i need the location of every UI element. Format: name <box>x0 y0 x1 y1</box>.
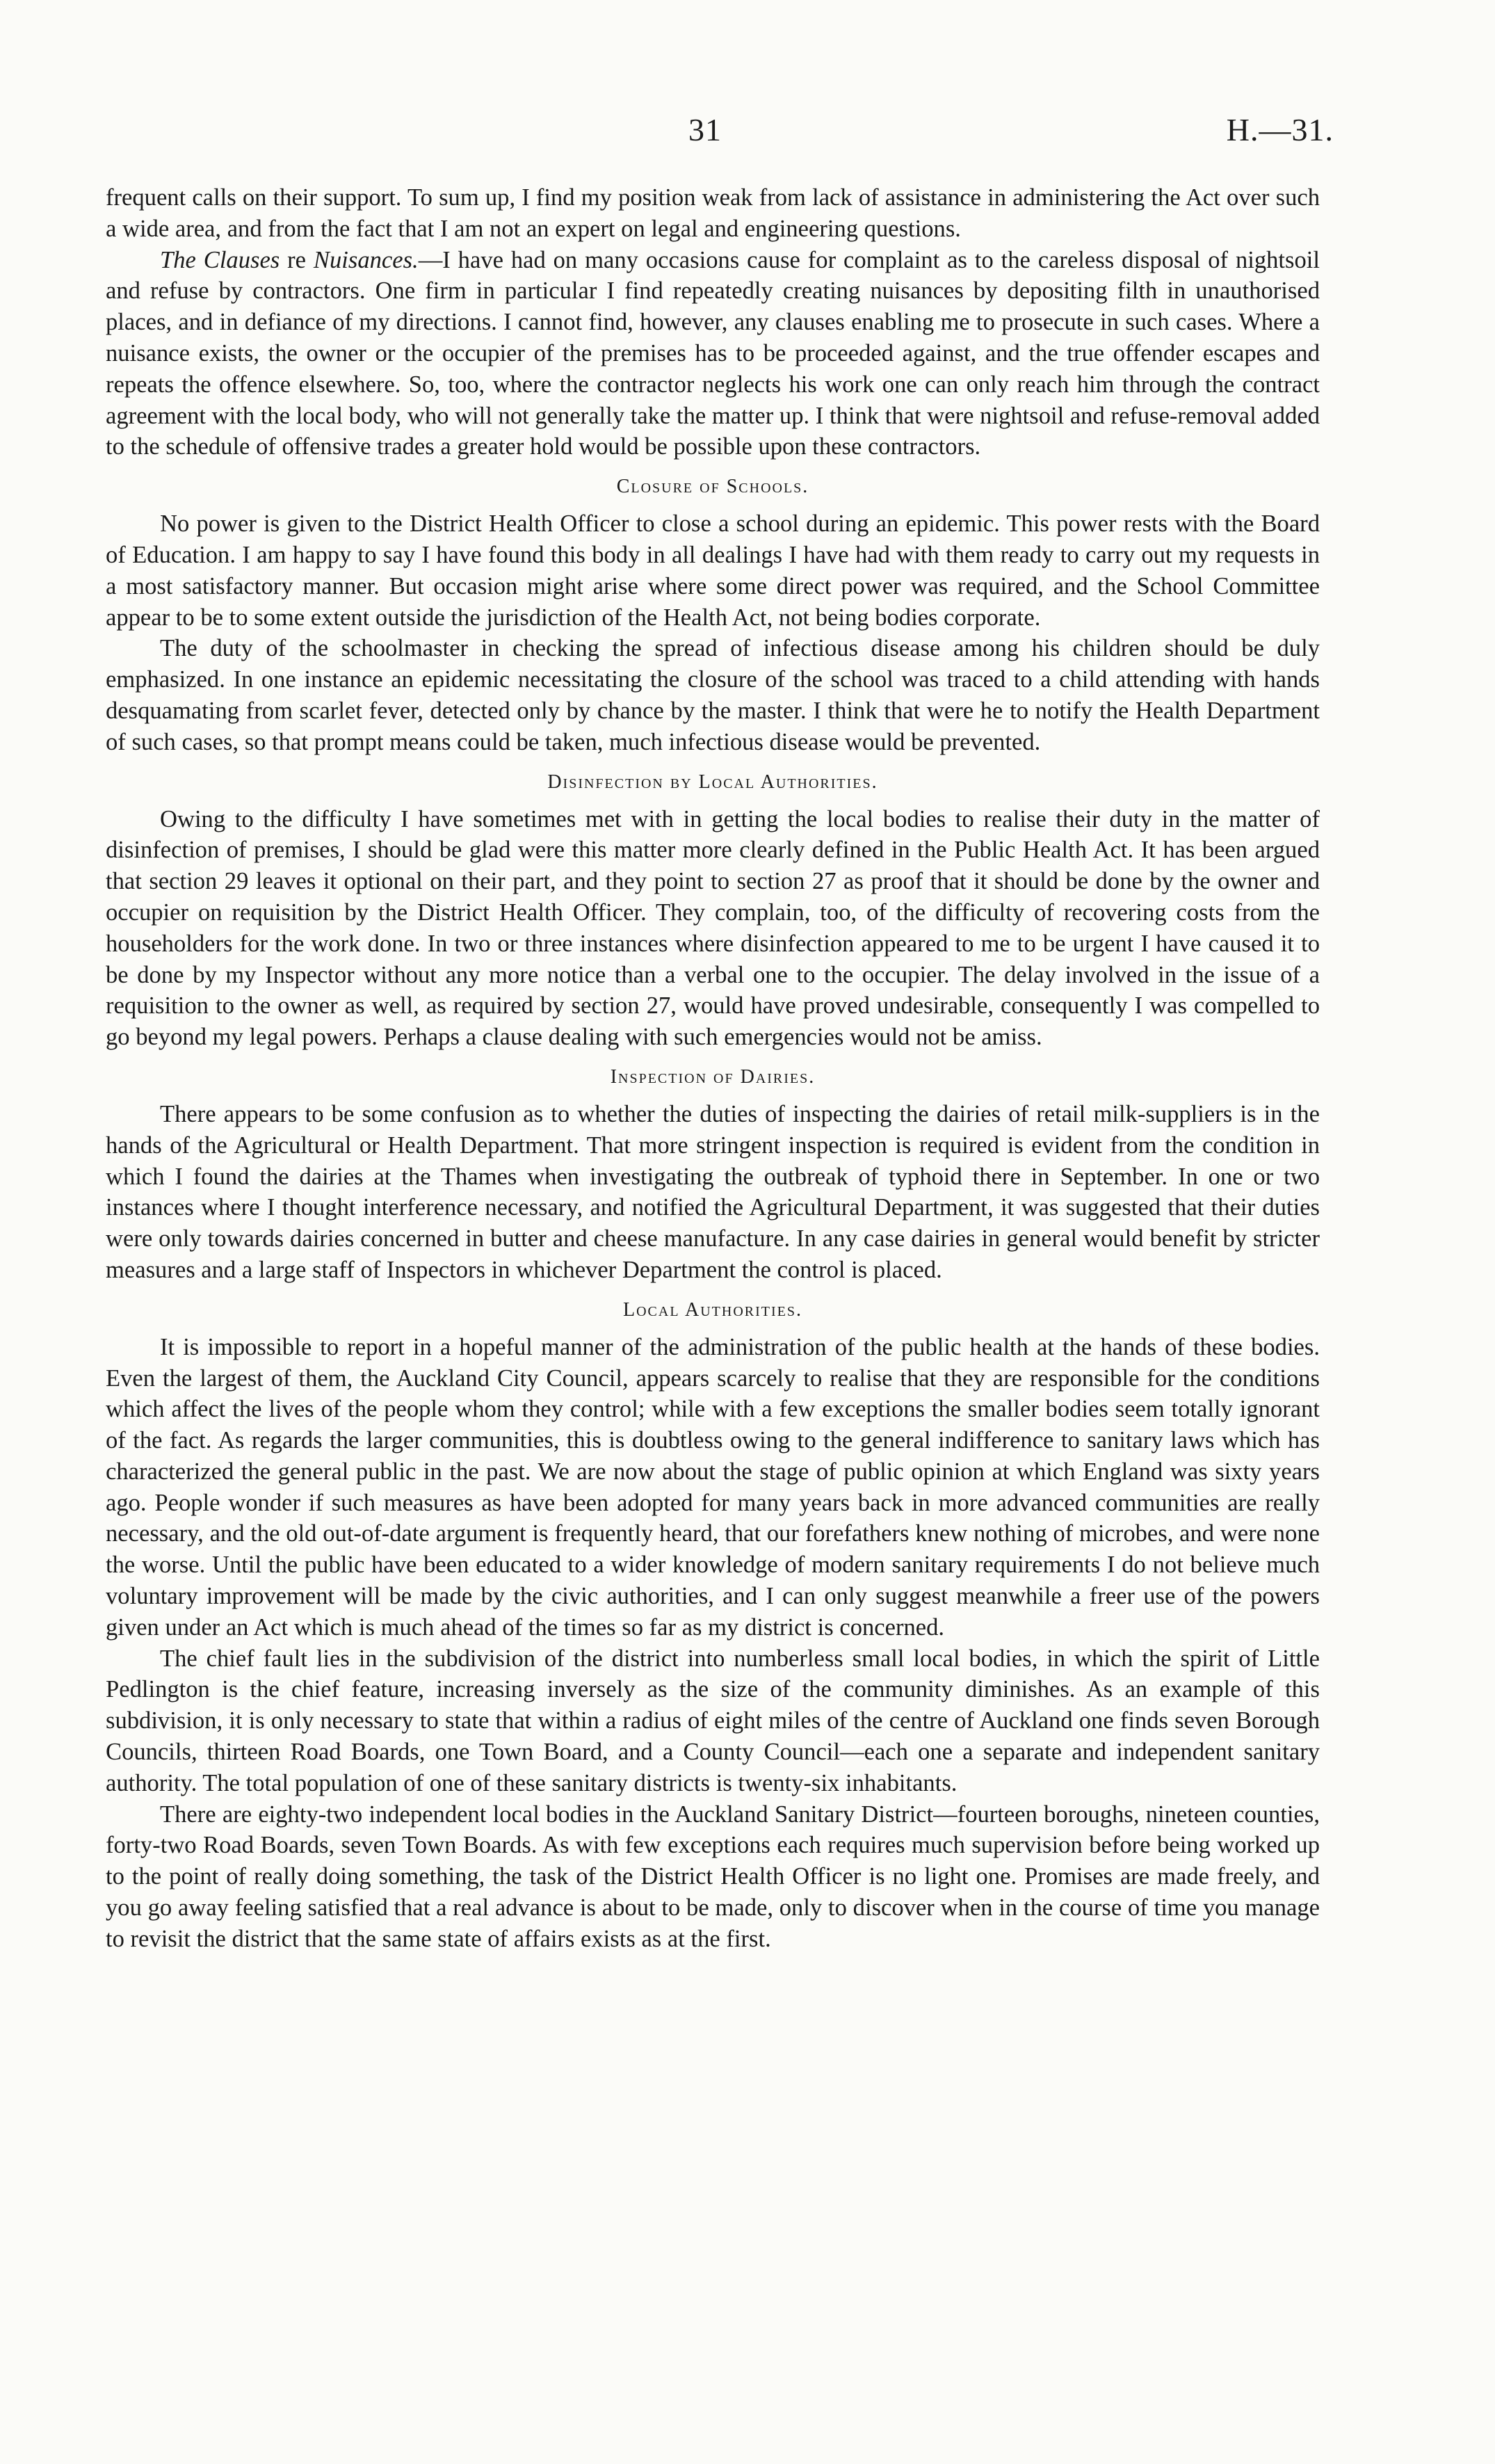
body-text <box>106 182 1320 1955</box>
heading-closure-of-schools: Closure of Schools. <box>616 476 809 498</box>
nuisances-lead-clauses: The Clauses <box>160 246 280 273</box>
document-reference: H.—31. <box>1226 112 1334 147</box>
nuisances-lead-re: re <box>280 246 314 273</box>
paragraph-disinfection: Owing to the difficulty I have sometimes met with in getting the local bodies to realise their duty in the matter of disinfection of premises, I should be glad were this matter more clearly defined in the Public Health Act. It has been argued that section 29 leaves it optional on their part, and they point to section 27 as proof that it should be done by the owner and occupier on requisition by the District Health Officer. They complain, too, of the difficulty of recovering costs from the householders for the work done. In two or three instances where disinfection appeared to me to be urgent I have caused it to be done by my Inspector without any more notice than a verbal one to the occupier. The delay involved in the issue of a requisition to the owner as well, as required by section 27, would have proved undesirable, consequently I was compelled to go beyond my legal powers. Perhaps a clause dealing with such emergencies would not be amiss. <box>106 805 1320 1051</box>
paragraph-local-authorities-1: It is impossible to report in a hopeful manner of the administration of the public health at the hands of these bodies. Even the largest of them, the Auckland City Council, appears scarcely to realise that they are responsible for the conditions which affect the lives of the people whom they control; while with a few exceptions the smaller bodies seem totally ignorant of the fact. As regards the larger communities, this is doubtless owing to the general indifference to sanitary laws which has characterized the general public in the past. We are now about the stage of public opinion at which England was sixty years ago. People wonder if such measures as have been adopted for many years back in more advanced communities are really necessary, and the old out-of-date argument is frequently heard, that our forefathers knew nothing of microbes, and were none the worse. Until the public have been educated to a wider knowledge of modern sanitary requirements I do not believe much voluntary improvement will be made by the civic authorities, and I can only suggest meanwhile a freer use of the powers given under an Act which is much ahead of the times so far as my district is concerned. <box>106 1333 1320 1641</box>
paragraph-local-authorities-3: There are eighty-two independent local bodies in the Auckland Sanitary District—fourteen boroughs, nineteen counties, forty-two Road Boards, seven Town Boards. As with few exceptions each requires much supervision before being worked up to the point of really doing something, the task of the District Health Officer is no light one. Promises are made freely, and you go away feeling satisfied that a real advance is about to be made, only to discover when in the course of time you manage to revisit the district that the same state of affairs exists as at the first. <box>106 1801 1320 1952</box>
paragraph-school-power: No power is given to the District Health Officer to close a school during an epidemic. This power rests with the Board of Education. I am happy to say I have found this body in all dealings I have had with them ready to carry out my requests in a most satisfactory manner. But occasion might arise where some direct power was required, and the School Committee appear to be to some extent outside the jurisdiction of the Health Act, not being bodies corporate. <box>106 510 1320 631</box>
page-header <box>0 111 1495 153</box>
nuisances-text: —I have had on many occasions cause for complaint as to the careless disposal of nightsoil and refuse by contractors. One firm in particular I find repeatedly creating nuisances by depositing filth in unauthorised places, and in defiance of my directions. I cannot find, however, any clauses enabling me to prosecute in such cases. Where a nuisance exists, the owner or the occupier of the premises has to be proceeded against, and the true offender escapes and repeats the offence elsewhere. So, too, where the contractor neglects his work one can only reach him through the contract agreement with the local body, who will not generally take the matter up. I think that were nightsoil and refuse-removal added to the schedule of offensive trades a greater hold would be possible upon these contractors. <box>106 246 1320 460</box>
heading-disinfection: Disinfection by Local Authorities. <box>547 771 878 793</box>
paragraph-continuation: frequent calls on their support. To sum up, I find my position weak from lack of assistance in administering the Act over such a wide area, and from the fact that I am not an expert on legal and engineering questions. <box>106 184 1320 242</box>
paragraph-local-authorities-2: The chief fault lies in the subdivision of the district into numberless small local bodies, in which the spirit of Little Pedlington is the chief feature, increasing inversely as the size of the community diminishes. As an example of this subdivision, it is only necessary to state that within a radius of eight miles of the centre of Auckland one finds seven Borough Councils, thirteen Road Boards, one Town Board, and a County Council—each one a separate and independent sanitary authority. The total population of one of these sanitary districts is twenty-six inhabitants. <box>106 1645 1320 1796</box>
heading-local-authorities: Local Authorities. <box>623 1298 802 1321</box>
nuisances-lead-nuisances: Nuisances. <box>313 246 419 273</box>
paragraph-schoolmaster-duty: The duty of the schoolmaster in checking the spread of infectious disease among his children should be duly emphasized. In one instance an epidemic necessitating the closure of the school was traced to a child attending with hands desquamating from scarlet fever, detected only by chance by the master. I think that were he to notify the Health Department of such cases, so that prompt means could be taken, much infectious disease would be prevented. <box>106 635 1320 755</box>
paragraph-dairies: There appears to be some confusion as to whether the duties of inspecting the dairies of retail milk-suppliers is in the hands of the Agricultural or Health Department. That more stringent inspection is required is evident from the condition in which I found the dairies at the Thames when investigating the outbreak of typhoid there in September. In one or two instances where I thought interference necessary, and notified the Agricultural Department, it was suggested that their duties were only towards dairies concerned in butter and cheese manufacture. In any case dairies in general would benefit by stricter measures and a large staff of Inspectors in whichever Department the control is placed. <box>106 1100 1320 1283</box>
paragraph-nuisances <box>106 245 1320 463</box>
page-number: 31 <box>688 112 722 147</box>
heading-inspection-of-dairies: Inspection of Dairies. <box>610 1065 816 1088</box>
